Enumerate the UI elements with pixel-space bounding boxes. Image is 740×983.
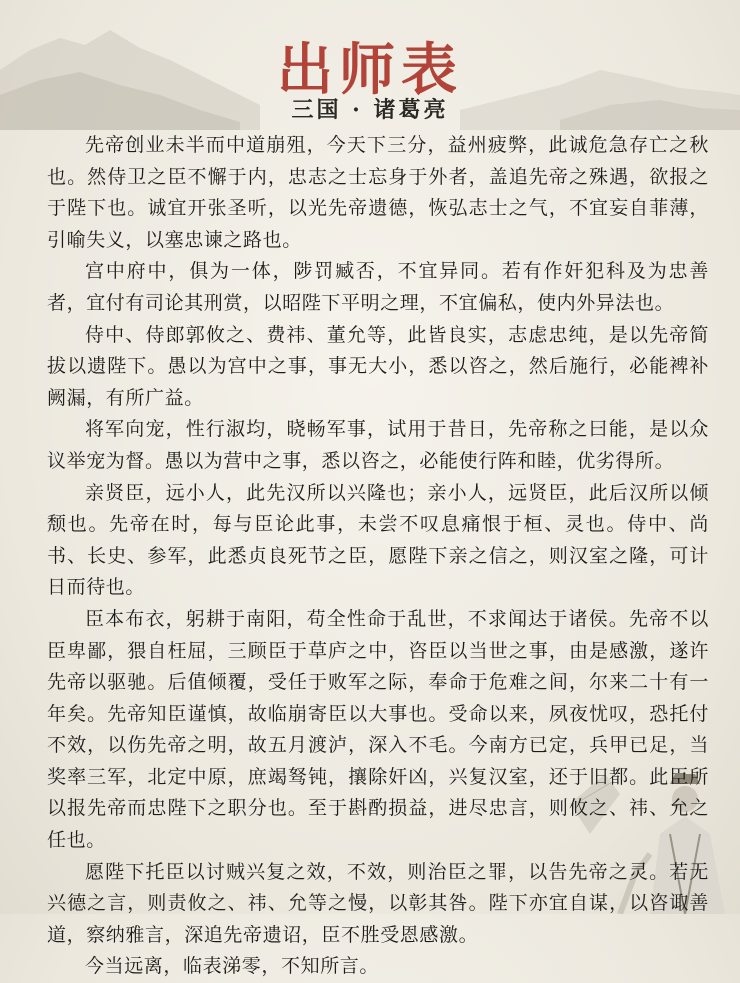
memorial-body [47, 130, 709, 983]
paragraph: 侍中、侍郎郭攸之、费祎、董允等，此皆良实，志虑忠纯，是以先帝简拔以遗陛下。愚以为宫中之事，事无大小，悉以咨之，然后施行，必能裨补阙漏，有所广益。 [47, 323, 709, 409]
paragraph: 愿陛下托臣以讨贼兴复之效，不效，则治臣之罪，以告先帝之灵。若无兴德之言，则责攸之、祎、允等之慢，以彰其咎。陛下亦宜自谋，以咨诹善道，察纳雅言，深追先帝遗诏，臣不胜受恩感激。 [47, 860, 709, 946]
author-byline: 三国 · 诸葛亮 [291, 97, 449, 123]
paragraph: 今当远离，临表涕零，不知所言。 [85, 955, 380, 978]
paragraph: 宫中府中，俱为一体，陟罚臧否，不宜异同。若有作奸犯科及为忠善者，宜付有司论其刑赏，以昭陛下平明之理，不宜偏私，使内外异法也。 [47, 260, 709, 314]
paragraph: 亲贤臣，远小人，此先汉所以兴隆也；亲小人，远贤臣，此后汉所以倾颓也。先帝在时，每与臣论此事，未尝不叹息痛恨于桓、灵也。侍中、尚书、长史、参军，此悉贞良死节之臣，愿陛下亲之信之，则汉室之隆，可计日而待也。 [47, 481, 709, 599]
paragraph: 臣本布衣，躬耕于南阳，苟全性命于乱世，不求闻达于诸侯。先帝不以臣卑鄙，猥自枉屈，三顾臣于草庐之中，咨臣以当世之事，由是感激，遂许先帝以驱驰。后值倾覆，受任于败军之际，奉命于危难之间，尔来二十有一年矣。先帝知臣谨慎，故临崩寄臣以大事也。受命以来，夙夜忧叹，恐托付不效，以伤先帝之明，故五月渡泸，深入不毛。今南方已定，兵甲已足，当奖率三军，北定中原，庶竭驽钝，攘除奸凶，兴复汉室，还于旧都。此臣所以报先帝而忠陛下之职分也。至于斟酌损益，进尽忠言，则攸之、祎、允之任也。 [47, 607, 709, 852]
poem-title: 出师表 [277, 37, 463, 103]
paragraph: 先帝创业未半而中道崩殂，今天下三分，益州疲弊，此诚危急存亡之秋也。然侍卫之臣不懈于内，忠志之士忘身于外者，盖追先帝之殊遇，欲报之于陛下也。诚宜开张圣听，以光先帝遗德，恢弘志士之气，不宜妄自菲薄，引喻失义，以塞忠谏之路也。 [47, 134, 709, 251]
paragraph: 将军向宠，性行淑均，晓畅军事，试用于昔日，先帝称之曰能，是以众议举宠为督。愚以为营中之事，悉以咨之，必能使行阵和睦，优劣得所。 [47, 418, 709, 472]
